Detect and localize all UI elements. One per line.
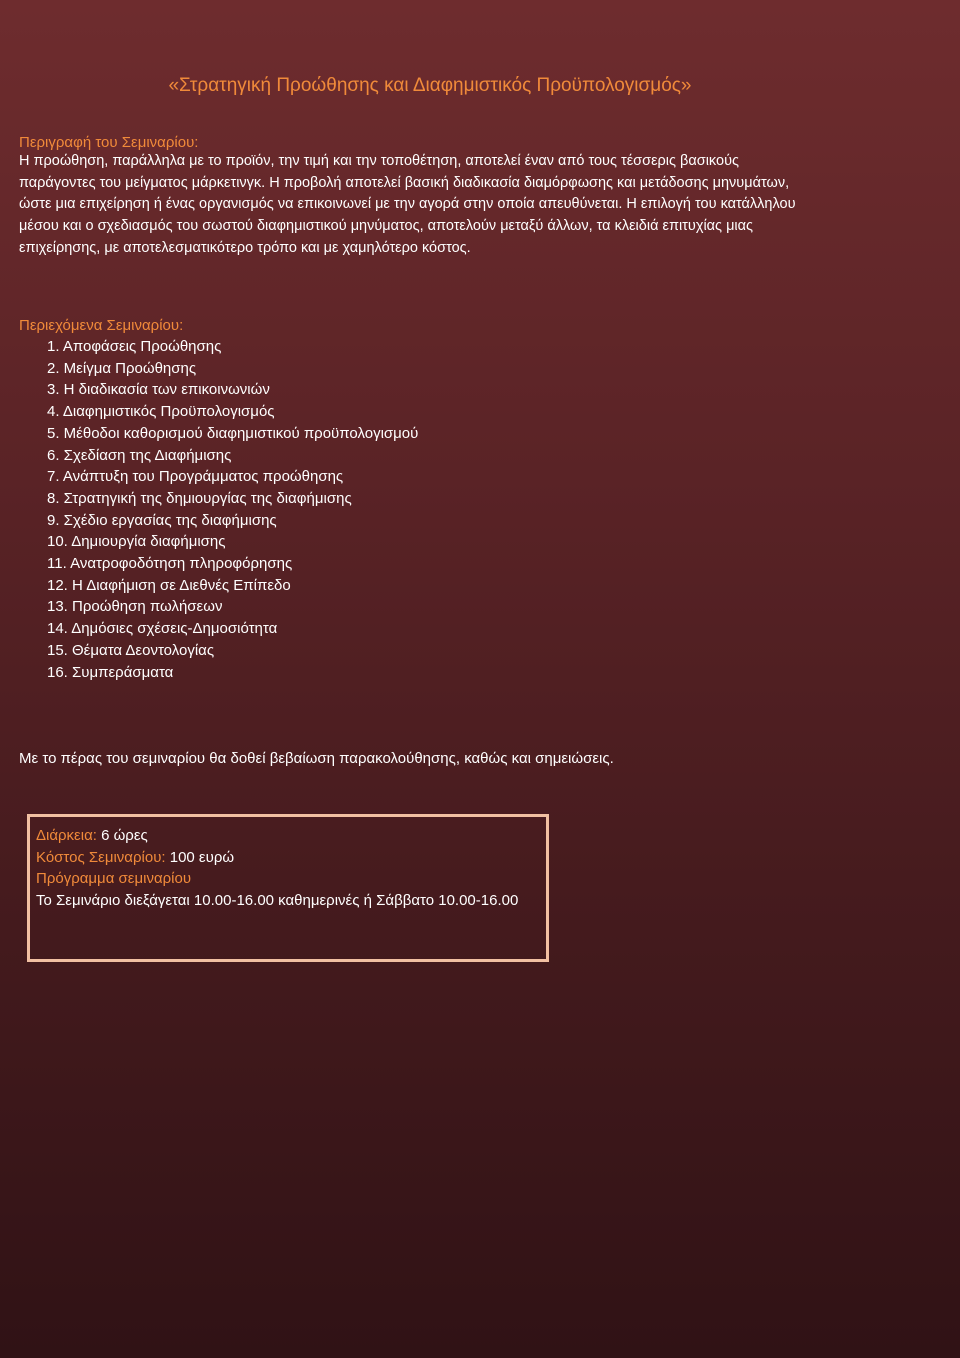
description-text: Η προώθηση, παράλληλα με το προϊόν, την τιμή και την τοποθέτηση, αποτελεί έναν από τους τέσσερις βασικούς παράγοντες του μείγματος μάρκετινγκ. Η προβολή αποτελεί βασική διαδικασία διαμόρφωσης και μετάδοσης μηνυμάτων, ώστε μια επιχείρηση ή ένας οργανισμός να επικοινωνεί με την αγορά στην οποία απευθύνεται. Η επιλογή του κατάλληλου μέσου και ο σχεδιασμός του σωστού διαφημιστικού μηνύματος, αποτελούν μεταξύ άλλων, τα κλειδιά επιτυχίας μιας επιχείρησης, με αποτελεσματικότερο τρόπο και με χαμηλότερο κόστος.: [19, 153, 796, 256]
list-item: 1. Αποφάσεις Προώθησης: [47, 338, 222, 355]
cost-label: Κόστος Σεμιναρίου:: [36, 848, 166, 866]
list-item: 3. Η διαδικασία των επικοινωνιών: [47, 381, 270, 399]
page-title: [0, 75, 860, 97]
list-item: 2. Μείγμα Προώθησης: [47, 359, 197, 377]
duration-row: [36, 825, 546, 847]
list-item: 14. Δημόσιες σχέσεις-Δημοσιότητα: [47, 620, 278, 638]
list-item: 9. Σχέδιο εργασίας της διαφήμισης: [47, 511, 277, 529]
list-item: 13. Προώθηση πωλήσεων: [47, 598, 223, 616]
description-section: [19, 134, 819, 260]
list-item: 4. Διαφημιστικός Προϋπολογισμός: [47, 403, 275, 421]
schedule-text: Το Σεμινάριο διεξάγεται 10.00-16.00 καθημερινές ή Σάββατο 10.00-16.00: [36, 892, 519, 910]
list-item: 10. Δημιουργία διαφήμισης: [47, 533, 226, 551]
duration-value: 6 ώρες: [96, 827, 148, 844]
page-title-text: «Στρατηγική Προώθησης και Διαφημιστικός Προϋπολογισμός»: [168, 75, 692, 96]
seminar-info-box: [27, 814, 549, 962]
contents-section: [19, 317, 619, 683]
list-item: 8. Στρατηγική της δημιουργίας της διαφήμισης: [47, 489, 352, 507]
list-item: 12. Η Διαφήμιση σε Διεθνές Επίπεδο: [47, 576, 291, 594]
contents-heading: Περιεχόμενα Σεμιναρίου:: [19, 317, 184, 334]
cost-row: [36, 847, 546, 869]
contents-list: [19, 336, 619, 683]
certificate-note: Με το πέρας του σεμιναρίου θα δοθεί βεβαίωση παρακολούθησης, καθώς και σημειώσεις.: [19, 750, 614, 767]
list-item: 6. Σχεδίαση της Διαφήμισης: [47, 446, 232, 464]
list-item: 7. Ανάπτυξη του Προγράμματος προώθησης: [47, 468, 344, 486]
list-item: 16. Συμπεράσματα: [47, 663, 174, 681]
list-item: 5. Μέθοδοι καθορισμού διαφημιστικού προϋπολογισμού: [47, 424, 419, 442]
list-item: 15. Θέματα Δεοντολογίας: [47, 641, 215, 659]
list-item: 11. Ανατροφοδότηση πληροφόρησης: [47, 555, 293, 573]
schedule-label: Πρόγραμμα σεμιναρίου: [36, 870, 192, 888]
duration-label: Διάρκεια:: [36, 827, 97, 844]
cost-value: 100 ευρώ: [165, 848, 235, 866]
description-heading: Περιγραφή του Σεμιναρίου:: [19, 134, 199, 151]
